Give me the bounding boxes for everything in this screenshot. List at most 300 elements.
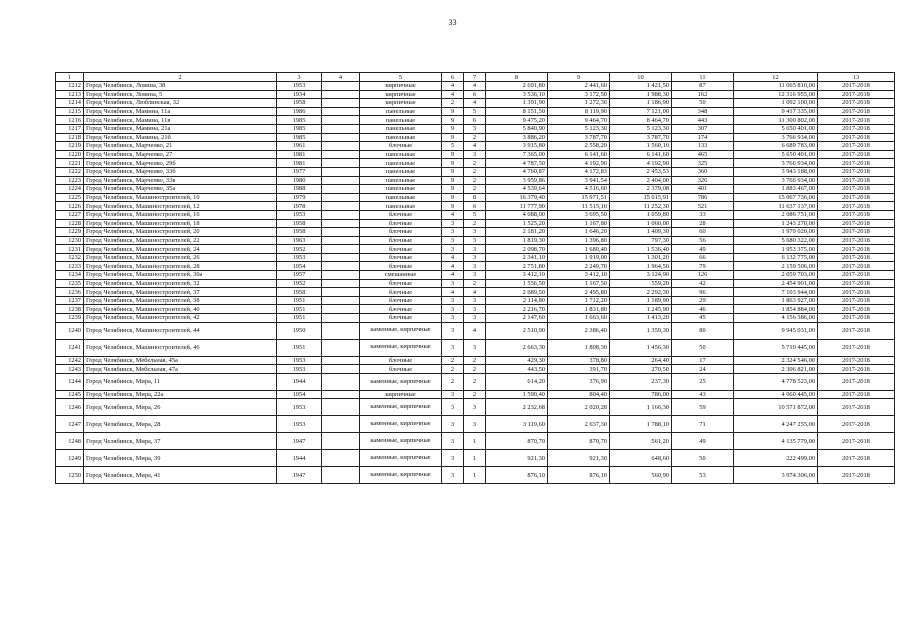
housing-register-table [55,72,895,484]
cell-floors: 3 [442,467,464,484]
cell-residents: 521 [672,202,734,211]
cell-address: Город Челябинск, Марченко, 33б [84,167,277,176]
cell-cost: 4 135 779,00 [734,433,818,450]
cell-area-residential: 1 536,40 [610,245,672,254]
cell-address: Город Челябинск, Машиностроителей, 30а [84,271,277,280]
cell-wall-material: панельные [360,124,442,133]
cell-area-premises: 9 464,70 [548,116,610,125]
cell-wall-material: блочные [360,305,442,314]
cell-entrances: 3 [464,124,486,133]
cell-area-premises: 1 808,30 [548,339,610,356]
cell-area-residential: 1 788,10 [610,416,672,433]
cell-residents: 59 [672,399,734,416]
cell-floors: 9 [442,185,464,194]
cell-entrances: 1 [464,433,486,450]
cell-area-residential: 1 189,90 [610,296,672,305]
cell-year-built: 1950 [277,322,322,339]
cell-entrances: 3 [464,271,486,280]
cell-year-built: 1951 [277,339,322,356]
cell-area-premises: 6 141,60 [548,150,610,159]
cell-entrances: 2 [464,373,486,390]
cell-entrances: 2 [464,219,486,228]
cell-wall-material: кирпичные [360,82,442,91]
cell-col-4 [322,271,360,280]
table-row [56,399,895,416]
cell-wall-material: блочные [360,210,442,219]
cell-col-4 [322,288,360,297]
cell-total-area: 3 915,80 [486,142,548,151]
cell-row-number: 1249 [56,450,84,467]
cell-area-residential: 15 015,91 [610,193,672,202]
cell-cost: 2 159 506,00 [734,262,818,271]
cell-residents: 29 [672,296,734,305]
cell-year-built: 1953 [277,82,322,91]
cell-residents: 46 [672,305,734,314]
cell-address: Город Челябинск, Марченко, 33в [84,176,277,185]
table-row [56,176,895,185]
cell-total-area: 2 751,80 [486,262,548,271]
header-cell: 10 [610,73,672,82]
cell-col-4 [322,416,360,433]
cell-area-residential: 1 421,50 [610,82,672,91]
cell-row-number: 1213 [56,90,84,99]
cell-residents: 126 [672,271,734,280]
cell-cost: 3 943 188,00 [734,167,818,176]
cell-address: Город Челябинск, Мамина, 21а [84,124,277,133]
cell-address: Город Челябинск, Машиностроителей, 26 [84,253,277,262]
cell-wall-material: каменные, кирпичные [360,450,442,467]
cell-floors: 9 [442,202,464,211]
cell-row-number: 1237 [56,296,84,305]
table-row [56,159,895,168]
cell-area-residential: 1 186,90 [610,99,672,108]
cell-floors: 4 [442,262,464,271]
table-row [56,271,895,280]
cell-area-residential: 1 166,30 [610,399,672,416]
cell-total-area: 443,50 [486,365,548,374]
cell-period: 2017-2018 [818,296,895,305]
cell-area-residential: 797,30 [610,236,672,245]
cell-row-number: 1225 [56,193,84,202]
table-row [56,433,895,450]
table-row [56,450,895,467]
cell-area-residential: 4 192,90 [610,159,672,168]
cell-period: 2017-2018 [818,90,895,99]
table-row [56,288,895,297]
cell-area-residential: 1 409,30 [610,228,672,237]
cell-area-residential: 237,30 [610,373,672,390]
cell-floors: 4 [442,253,464,262]
cell-floors: 3 [442,339,464,356]
header-cell: 13 [818,73,895,82]
cell-area-residential: 1 560,10 [610,142,672,151]
cell-col-4 [322,82,360,91]
cell-floors: 3 [442,305,464,314]
cell-col-4 [322,253,360,262]
cell-year-built: 1980 [277,176,322,185]
cell-wall-material: каменные, кирпичные [360,373,442,390]
cell-row-number: 1226 [56,202,84,211]
cell-col-4 [322,314,360,323]
cell-floors: 2 [442,365,464,374]
cell-year-built: 1953 [277,365,322,374]
cell-address: Город Челябинск, Ловина, 5 [84,90,277,99]
cell-col-4 [322,356,360,365]
cell-row-number: 1235 [56,279,84,288]
cell-floors: 3 [442,450,464,467]
cell-period: 2017-2018 [818,159,895,168]
cell-cost: 1 863 927,00 [734,296,818,305]
table-row [56,296,895,305]
cell-address: Город Челябинск, Машиностроителей, 20 [84,228,277,237]
cell-entrances: 4 [464,322,486,339]
cell-area-residential: 2 404,00 [610,176,672,185]
cell-row-number: 1243 [56,365,84,374]
cell-period: 2017-2018 [818,210,895,219]
cell-area-premises: 2 020,28 [548,399,610,416]
cell-area-premises: 376,90 [548,373,610,390]
cell-year-built: 1961 [277,142,322,151]
cell-row-number: 1218 [56,133,84,142]
table-row [56,253,895,262]
cell-year-built: 1985 [277,133,322,142]
cell-area-residential: 1 988,30 [610,90,672,99]
cell-col-4 [322,236,360,245]
cell-address: Город Челябинск, Машиностроителей, 37 [84,288,277,297]
table-row [56,365,895,374]
cell-col-4 [322,133,360,142]
cell-entrances: 6 [464,116,486,125]
cell-floors: 9 [442,133,464,142]
cell-floors: 3 [442,322,464,339]
cell-total-area: 870,70 [486,433,548,450]
cell-residents: 326 [672,176,734,185]
cell-col-4 [322,390,360,399]
cell-row-number: 1233 [56,262,84,271]
cell-floors: 3 [442,296,464,305]
cell-area-premises: 2 637,30 [548,416,610,433]
cell-col-4 [322,305,360,314]
cell-address: Город Челябинск, Марченко, 21 [84,142,277,151]
cell-address: Город Челябинск, Машиностроителей, 22 [84,236,277,245]
cell-area-residential: 1 413,20 [610,314,672,323]
cell-cost: 1 979 020,00 [734,228,818,237]
cell-residents: 360 [672,167,734,176]
header-cell: 6 [442,73,464,82]
cell-row-number: 1234 [56,271,84,280]
cell-period: 2017-2018 [818,107,895,116]
cell-period: 2017-2018 [818,339,895,356]
cell-address: Город Челябинск, Машиностроителей, 44 [84,322,277,339]
cell-period: 2017-2018 [818,245,895,254]
cell-address: Город Челябинск, Мира, 37 [84,433,277,450]
table-row [56,219,895,228]
cell-address: Город Челябинск, Мебельная, 47а [84,365,277,374]
cell-col-4 [322,399,360,416]
cell-period: 2017-2018 [818,373,895,390]
cell-wall-material: панельные [360,185,442,194]
cell-residents: 50 [672,339,734,356]
header-cell: 12 [734,73,818,82]
cell-row-number: 1246 [56,399,84,416]
cell-entrances: 5 [464,107,486,116]
cell-total-area: 429,30 [486,356,548,365]
cell-entrances: 3 [464,399,486,416]
cell-year-built: 1953 [277,399,322,416]
cell-col-4 [322,185,360,194]
cell-row-number: 1229 [56,228,84,237]
cell-year-built: 1958 [277,228,322,237]
cell-area-residential: 2 292,30 [610,288,672,297]
cell-area-residential: 8 464,70 [610,116,672,125]
cell-address: Город Челябинск, Марченко, 27 [84,150,277,159]
cell-total-area: 5 840,90 [486,124,548,133]
cell-area-premises: 1 680,40 [548,245,610,254]
cell-cost: 5 650 401,00 [734,150,818,159]
cell-year-built: 1934 [277,90,322,99]
cell-wall-material: каменные, кирпичные [360,339,442,356]
cell-row-number: 1247 [56,416,84,433]
cell-area-residential: 786,00 [610,390,672,399]
cell-year-built: 1957 [277,271,322,280]
cell-area-premises: 1 831,80 [548,305,610,314]
cell-address: Город Челябинск, Мира, 41 [84,467,277,484]
cell-cost: 2 324 546,00 [734,356,818,365]
cell-wall-material: блочные [360,236,442,245]
cell-period: 2017-2018 [818,253,895,262]
cell-residents: 80 [672,322,734,339]
cell-wall-material: панельные [360,202,442,211]
header-cell: 5 [360,73,442,82]
cell-wall-material: блочные [360,365,442,374]
cell-wall-material: блочные [360,228,442,237]
cell-total-area: 11 777,90 [486,202,548,211]
cell-area-premises: 1 272,30 [548,99,610,108]
cell-row-number: 1217 [56,124,84,133]
cell-col-4 [322,245,360,254]
cell-year-built: 1944 [277,373,322,390]
cell-entrances: 1 [464,467,486,484]
cell-address: Город Челябинск, Машиностроителей, 40 [84,305,277,314]
cell-area-residential: 270,50 [610,365,672,374]
table-row [56,390,895,399]
cell-year-built: 1985 [277,124,322,133]
cell-total-area: 921,30 [486,450,548,467]
cell-cost: 2 059 703,00 [734,271,818,280]
cell-area-residential: 1 060,00 [610,219,672,228]
cell-residents: 43 [672,390,734,399]
cell-entrances: 1 [464,450,486,467]
cell-total-area: 3 959,86 [486,176,548,185]
cell-wall-material: панельные [360,167,442,176]
cell-address: Город Челябинск, Машиностроителей, 24 [84,245,277,254]
cell-cost: 9 417 335,00 [734,107,818,116]
cell-floors: 2 [442,373,464,390]
cell-period: 2017-2018 [818,271,895,280]
cell-area-premises: 2 495,80 [548,288,610,297]
cell-wall-material: панельные [360,116,442,125]
cell-total-area: 2 147,60 [486,314,548,323]
cell-period: 2017-2018 [818,167,895,176]
cell-area-premises: 4 172,83 [548,167,610,176]
cell-wall-material: панельные [360,107,442,116]
cell-row-number: 1220 [56,150,84,159]
cell-total-area: 2 689,50 [486,288,548,297]
cell-col-4 [322,365,360,374]
cell-residents: 50 [672,99,734,108]
cell-total-area: 2 098,70 [486,245,548,254]
cell-total-area: 3 412,10 [486,271,548,280]
cell-period: 2017-2018 [818,99,895,108]
cell-wall-material: блочные [360,262,442,271]
cell-entrances: 3 [464,305,486,314]
cell-col-4 [322,339,360,356]
cell-entrances: 3 [464,245,486,254]
cell-area-premises: 3 172,50 [548,90,610,99]
cell-period: 2017-2018 [818,236,895,245]
cell-address: Город Челябинск, Мира, 28 [84,416,277,433]
cell-entrances: 3 [464,339,486,356]
table-row [56,416,895,433]
cell-residents: 96 [672,288,734,297]
cell-period: 2017-2018 [818,467,895,484]
cell-year-built: 1988 [277,185,322,194]
cell-area-premises: 11 515,10 [548,202,610,211]
cell-col-4 [322,450,360,467]
cell-entrances: 3 [464,228,486,237]
table-row [56,116,895,125]
cell-floors: 4 [442,271,464,280]
cell-area-premises: 870,70 [548,433,610,450]
cell-row-number: 1244 [56,373,84,390]
cell-cost: 3 766 934,00 [734,133,818,142]
cell-cost: 5 650 401,00 [734,124,818,133]
cell-row-number: 1248 [56,433,84,450]
cell-total-area: 4 539,64 [486,185,548,194]
cell-cost: 6 132 775,00 [734,253,818,262]
cell-area-premises: 3 695,50 [548,210,610,219]
cell-address: Город Челябинск, Люблинская, 32 [84,99,277,108]
cell-entrances: 3 [464,236,486,245]
cell-entrances: 2 [464,185,486,194]
table-row [56,167,895,176]
cell-cost: 11 637 137,00 [734,202,818,211]
cell-period: 2017-2018 [818,356,895,365]
cell-floors: 3 [442,279,464,288]
cell-year-built: 1963 [277,236,322,245]
cell-floors: 3 [442,399,464,416]
cell-row-number: 1221 [56,159,84,168]
table-row [56,467,895,484]
cell-area-residential: 11 252,30 [610,202,672,211]
cell-floors: 3 [442,245,464,254]
cell-cost: 12 316 955,00 [734,90,818,99]
cell-cost: 1 953 375,00 [734,245,818,254]
cell-wall-material: блочные [360,296,442,305]
cell-wall-material: смешанные [360,271,442,280]
cell-floors: 3 [442,416,464,433]
cell-wall-material: панельные [360,159,442,168]
cell-total-area: 2 691,80 [486,82,548,91]
cell-floors: 3 [442,219,464,228]
cell-area-residential: 5 123,30 [610,124,672,133]
cell-total-area: 16 379,40 [486,193,548,202]
cell-entrances: 3 [464,150,486,159]
cell-cost: 4 060 445,00 [734,390,818,399]
cell-address: Город Челябинск, Машиностроителей, 42 [84,314,277,323]
cell-year-built: 1951 [277,296,322,305]
cell-wall-material: панельные [360,150,442,159]
cell-period: 2017-2018 [818,150,895,159]
cell-area-premises: 2 441,60 [548,82,610,91]
cell-residents: 786 [672,193,734,202]
cell-cost: 3 766 934,00 [734,159,818,168]
cell-total-area: 2 114,80 [486,296,548,305]
cell-cost: 4 247 255,00 [734,416,818,433]
cell-cost: 3 974 306,00 [734,467,818,484]
cell-total-area: 3 536,10 [486,90,548,99]
cell-cost: 5 710 445,00 [734,339,818,356]
cell-area-premises: 1 919,00 [548,253,610,262]
cell-year-built: 1947 [277,433,322,450]
cell-wall-material: кирпичные [360,390,442,399]
table-row [56,305,895,314]
cell-wall-material: каменные, кирпичные [360,467,442,484]
cell-address: Город Челябинск, Машиностроителей, 18 [84,219,277,228]
cell-residents: 66 [672,253,734,262]
cell-row-number: 1214 [56,99,84,108]
cell-area-premises: 4 192,90 [548,159,610,168]
table-row [56,133,895,142]
cell-area-premises: 876,10 [548,467,610,484]
cell-total-area: 2 510,90 [486,322,548,339]
cell-cost: 1 883 467,00 [734,185,818,194]
cell-entrances: 2 [464,167,486,176]
cell-area-residential: 2 379,08 [610,185,672,194]
cell-row-number: 1216 [56,116,84,125]
cell-year-built: 1952 [277,245,322,254]
cell-period: 2017-2018 [818,390,895,399]
cell-col-4 [322,167,360,176]
cell-year-built: 1953 [277,253,322,262]
cell-address: Город Челябинск, Машиностроителей, 28 [84,262,277,271]
cell-residents: 162 [672,90,734,99]
cell-total-area: 4 088,00 [486,210,548,219]
table-row [56,245,895,254]
cell-row-number: 1236 [56,288,84,297]
cell-area-residential: 561,20 [610,433,672,450]
cell-total-area: 1 819,30 [486,236,548,245]
cell-row-number: 1232 [56,253,84,262]
cell-entrances: 2 [464,176,486,185]
cell-floors: 5 [442,142,464,151]
cell-year-built: 1952 [277,279,322,288]
cell-year-built: 1954 [277,262,322,271]
cell-col-4 [322,150,360,159]
cell-row-number: 1223 [56,176,84,185]
table-row [56,107,895,116]
cell-area-residential: 3 787,70 [610,133,672,142]
header-cell: 8 [486,73,548,82]
cell-area-residential: 559,20 [610,279,672,288]
table-row [56,82,895,91]
cell-cost: 7 103 944,00 [734,288,818,297]
cell-period: 2017-2018 [818,433,895,450]
cell-address: Город Челябинск, Мира, 11 [84,373,277,390]
cell-residents: 79 [672,262,734,271]
cell-residents: 53 [672,467,734,484]
cell-row-number: 1240 [56,322,84,339]
